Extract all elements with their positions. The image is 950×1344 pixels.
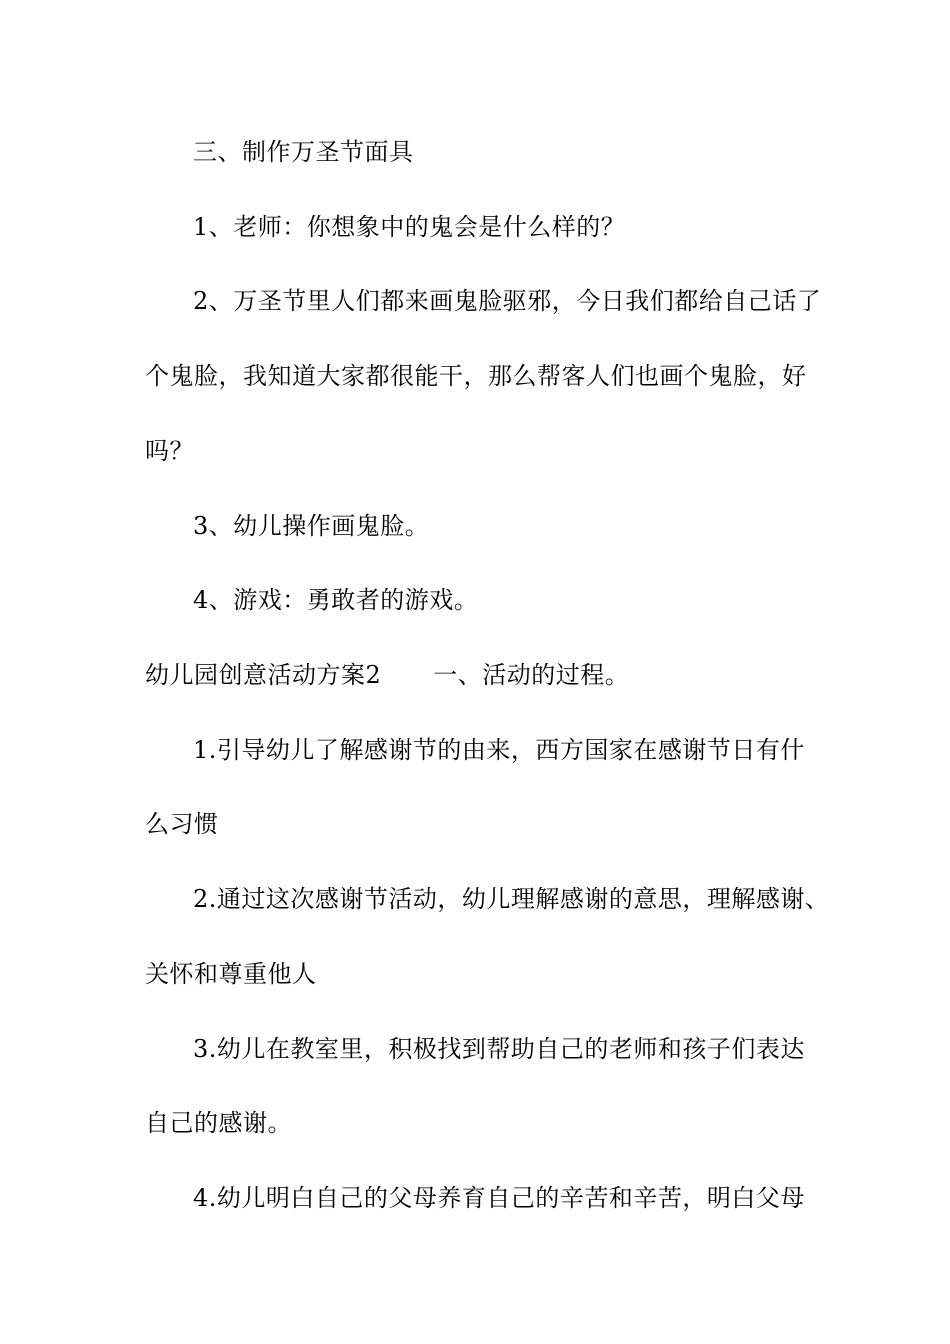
list-item-ghost-face-line-2: 个鬼脸，我知道大家都很能干，那么帮客人们也画个鬼脸，好 — [145, 362, 807, 390]
list-item-game: 4、游戏：勇敢者的游戏。 — [193, 586, 479, 614]
plan-title-line — [145, 660, 815, 690]
list-item-children-draw: 3、幼儿操作画鬼脸。 — [193, 512, 430, 540]
section-heading-make-masks: 三、制作万圣节面具 — [193, 138, 414, 166]
process-item-3-line-1: 3.幼儿在教室里，积极找到帮助自己的老师和孩子们表达 — [193, 1035, 805, 1063]
process-item-1-line-2: 么习惯 — [145, 810, 219, 838]
list-item-ghost-face-line-3: 吗？ — [145, 437, 194, 465]
process-item-4-line-1: 4.幼儿明白自己的父母养育自己的辛苦和辛苦，明白父母 — [193, 1184, 805, 1212]
list-item-ghost-face-line-1: 2、万圣节里人们都来画鬼脸驱邪，今日我们都给自己话了 — [193, 287, 822, 315]
plan-title: 幼儿园创意活动方案2 — [145, 661, 382, 689]
process-item-2-line-1: 2.通过这次感谢节活动，幼儿理解感谢的意思，理解感谢、 — [193, 885, 830, 913]
process-item-1-line-1: 1.引导幼儿了解感谢节的由来，西方国家在感谢节日有什 — [193, 736, 805, 764]
activity-process-heading: 一、活动的过程。 — [433, 661, 630, 689]
list-item-teacher-question: 1、老师：你想象中的鬼会是什么样的？ — [193, 213, 626, 241]
process-item-2-line-2: 关怀和尊重他人 — [145, 960, 317, 988]
process-item-3-line-2: 自己的感谢。 — [145, 1109, 292, 1137]
